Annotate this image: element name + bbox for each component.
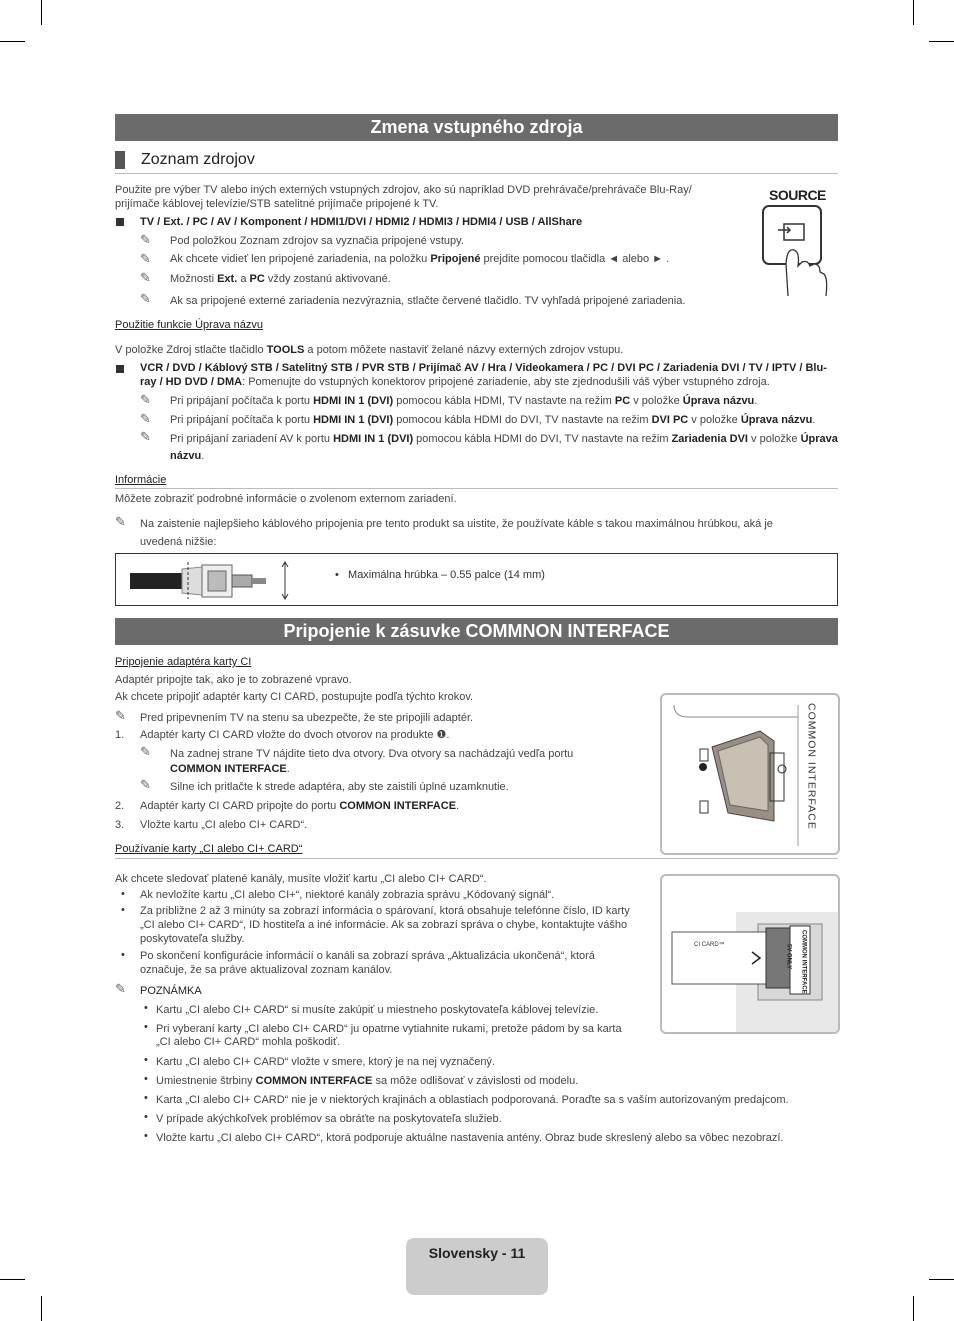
usage-bullet: „CI alebo CI+ CARD“, ID hostiteľa a iné informácie. Ak sa zobrazí správa o chybe, kontaktujte vášho: [140, 919, 628, 931]
rename-heading: Použitie funkcie Úprava názvu: [115, 319, 263, 331]
step-number: 1.: [115, 729, 125, 741]
usage-bullet: Za približne 2 až 3 minúty sa zobrazí informácia o spárovaní, ktorá obsahuje telefónne číslo, ID karty: [140, 905, 630, 917]
note-item: V prípade akýchkoľvek problémov sa obráťte na poskytovateľa služieb.: [156, 1113, 502, 1125]
ci-text: Adaptér pripojte tak, ako je to zobrazené vpravo.: [115, 674, 352, 686]
bullet: •: [121, 949, 125, 961]
adapter-illustration: [660, 693, 840, 855]
usage-text: Ak chcete sledovať platené kanály, musíte vložiť kartu „CI alebo CI+ CARD“.: [115, 873, 487, 885]
divider: [115, 858, 838, 859]
note-item: Kartu „CI alebo CI+ CARD“ si musíte zakúpiť u miestneho poskytovateľa káblovej televízie.: [156, 1004, 599, 1016]
usage-bullet: Ak nevložíte kartu „CI alebo CI+“, niektoré kanály zobrazia správu „Kódovaný signál“.: [140, 889, 555, 901]
subsection-title: Zoznam zdrojov: [141, 151, 255, 168]
step-text: Adaptér karty CI CARD pripojte do portu COMMON INTERFACE.: [140, 800, 460, 812]
crop-mark: [41, 1296, 42, 1321]
note-icon: ✎: [115, 981, 126, 996]
note-icon: ✎: [115, 514, 126, 529]
common-interface-small: COMMON INTERFACE: [800, 930, 807, 994]
note-text: Pri pripájaní počítača k portu HDMI IN 1 (DVI) pomocou kábla HDMI do DVI, TV nastavte na režim DVI PC v položke Úprava názvu.: [170, 414, 816, 426]
cable-box: [115, 553, 838, 606]
card-icon: [662, 876, 838, 1032]
usage-heading: Používanie karty „CI alebo CI+ CARD“: [115, 843, 303, 855]
bullet: •: [144, 1130, 148, 1142]
divider: [115, 488, 838, 489]
note-icon: ✎: [140, 232, 151, 247]
subsection-bar: [115, 151, 125, 169]
note-item: Karta „CI alebo CI+ CARD“ nie je v niektorých krajinách a oblastiach podporovaná. Poraďte sa s vaším autorizovaným predajcom.: [156, 1094, 789, 1106]
bullet-square: [116, 365, 124, 373]
cable-note: uvedená nižšie:: [140, 536, 217, 548]
bullet: •: [121, 888, 125, 900]
note-item: Pri vyberaní karty „CI alebo CI+ CARD“ ju opatrne vytiahnite rukami, pretože pádom by sa karta: [156, 1023, 622, 1035]
bullet-square: [116, 218, 124, 226]
note-icon: ✎: [115, 708, 126, 723]
ci-text: Ak chcete pripojiť adaptér karty CI CARD, postupujte podľa týchto krokov.: [115, 691, 474, 703]
step-note: Na zadnej strane TV nájdite tieto dva otvory. Dva otvory sa nachádzajú vedľa portu: [170, 748, 574, 760]
section-title: Pripojenie k zásuvke COMMNON INTERFACE: [115, 618, 838, 645]
note-text: Pri pripájaní zariadení AV k portu HDMI IN 1 (DVI) pomocou kábla HDMI do DVI, TV nastavte na režim Zariadenia DVI v položke Úprava: [170, 433, 838, 445]
info-text: Môžete zobraziť podrobné informácie o zvolenom externom zariadení.: [115, 493, 457, 505]
rename-text: V položke Zdroj stlačte tlačidlo TOOLS a potom môžete nastaviť želané názvy externých zdrojov vstupu.: [115, 344, 624, 356]
note-icon: ✎: [140, 411, 151, 426]
note-icon: ✎: [140, 291, 151, 306]
note-item: Vložte kartu „CI alebo CI+ CARD“, ktorá podporuje aktuálne nastavenia antény. Obraz bude skreslený alebo sa vôbec nezobrazí.: [156, 1132, 784, 1144]
page-number: Slovensky - 11: [406, 1238, 548, 1295]
step-text: Vložte kartu „CI alebo CI+ CARD“.: [140, 819, 308, 831]
device-list: VCR / DVD / Káblový STB / Satelitný STB / PVR STB / Prijímač AV / Hra / Videokamera / PC / DVI PC / Zariadenia DVI / TV / IPTV / Blu-: [140, 362, 827, 374]
note-icon: ✎: [140, 270, 151, 285]
step-note: COMMON INTERFACE.: [170, 763, 290, 775]
crop-mark: [913, 0, 914, 25]
source-label: SOURCE: [769, 187, 826, 203]
intro-line: prijímače káblovej televízie/STB satelitné prijímače pripojené k TV.: [115, 198, 439, 210]
note-text: Ak sa pripojené externé zariadenia nezvýraznia, stlačte červené tlačidlo. TV vyhľadá pripojené zariadenia.: [170, 295, 686, 307]
bullet: •: [121, 904, 125, 916]
note-text: názvu.: [170, 450, 205, 462]
note-heading: POZNÁMKA: [140, 985, 202, 997]
bullet: •: [144, 1021, 148, 1033]
adapter-icon: [670, 701, 800, 846]
crop-mark: [0, 1279, 25, 1280]
bullet: •: [144, 1111, 148, 1123]
section-title: Zmena vstupného zdroja: [115, 114, 838, 141]
step-note: Silne ich pritlačte k strede adaptéra, aby ste zaistili úplné uzamknutie.: [170, 781, 509, 793]
subsection-header: [115, 149, 838, 174]
note-text: Možnosti Ext. a PC vždy zostanú aktivované.: [170, 273, 391, 285]
note-icon: ✎: [140, 744, 151, 759]
bullet: •: [144, 1002, 148, 1014]
bullet: •: [144, 1054, 148, 1066]
note-item: Umiestnenie štrbiny COMMON INTERFACE sa môže odlišovať v závislosti od modelu.: [156, 1075, 579, 1087]
crop-mark: [913, 1296, 914, 1321]
step-number: 3.: [115, 819, 125, 831]
ci-note: Pred pripevnením TV na stenu sa ubezpečte, že ste pripojili adaptér.: [140, 712, 474, 724]
thickness-item: • Maximálna hrúbka – 0.55 palce (14 mm): [335, 569, 545, 581]
ci-card-label: CI CARD™: [694, 942, 725, 948]
note-icon: ✎: [140, 392, 151, 407]
crop-mark: [0, 41, 25, 42]
step-text: Adaptér karty CI CARD vložte do dvoch otvorov na produkte ❶.: [140, 729, 450, 741]
cable-icon: [130, 559, 330, 601]
note-text: Pri pripájaní počítača k portu HDMI IN 1 (DVI) pomocou kábla HDMI, TV nastavte na režim PC v položke Úprava názvu.: [170, 395, 758, 407]
crop-mark: [929, 1279, 954, 1280]
crop-mark: [929, 41, 954, 42]
bullet: •: [144, 1092, 148, 1104]
source-button-icon: [760, 204, 830, 299]
note-item: Kartu „CI alebo CI+ CARD“ vložte v smere, ktorý je na nej vyznačený.: [156, 1056, 495, 1068]
step-number: 2.: [115, 800, 125, 812]
source-list: TV / Ext. / PC / AV / Komponent / HDMI1/DVI / HDMI2 / HDMI3 / HDMI4 / USB / AllShare: [140, 216, 583, 228]
note-icon: ✎: [140, 429, 151, 444]
crop-mark: [41, 0, 42, 25]
note-text: Pod položkou Zoznam zdrojov sa vyznačia pripojené vstupy.: [170, 235, 464, 247]
note-icon: ✎: [140, 251, 151, 266]
intro-line: Použite pre výber TV alebo iných externých vstupných zdrojov, ako sú napríklad DVD prehrávače/prehrávače Blu-Ray/: [115, 184, 692, 196]
ci-heading: Pripojenie adaptéra karty CI: [115, 656, 252, 668]
cable-note: Na zaistenie najlepšieho káblového pripojenia pre tento produkt sa uistite, že používate káble s takou maximálnou hrúbkou, aká je: [140, 518, 773, 530]
usage-bullet: označuje, že sa práve aktualizoval zoznam kanálov.: [140, 964, 393, 976]
note-text: Ak chcete vidieť len pripojené zariadenia, na položku Pripojené prejdite pomocou tlačidla ◄ alebo ► .: [170, 253, 670, 265]
usage-bullet: Po skončení konfigurácie informácií o kanáli sa zobrazí správa „Aktualizácia ukončená“, ktorá: [140, 950, 595, 962]
common-interface-label: COMMON INTERFACE: [805, 703, 818, 830]
bullet: •: [144, 1073, 148, 1085]
note-item: „CI alebo CI+ CARD“ mohla poškodiť.: [156, 1036, 341, 1048]
device-list: ray / HD DVD / DMA: Pomenujte do vstupných konektorov pripojené zariadenie, aby ste zjednodušili váš výber vstupného zdroja.: [140, 376, 770, 388]
usage-bullet: poskytovateľa služby.: [140, 933, 245, 945]
info-heading: Informácie: [115, 474, 167, 486]
five-volt-label: 5V ONLY: [785, 944, 792, 970]
note-icon: ✎: [140, 777, 151, 792]
card-illustration: [660, 874, 840, 1034]
